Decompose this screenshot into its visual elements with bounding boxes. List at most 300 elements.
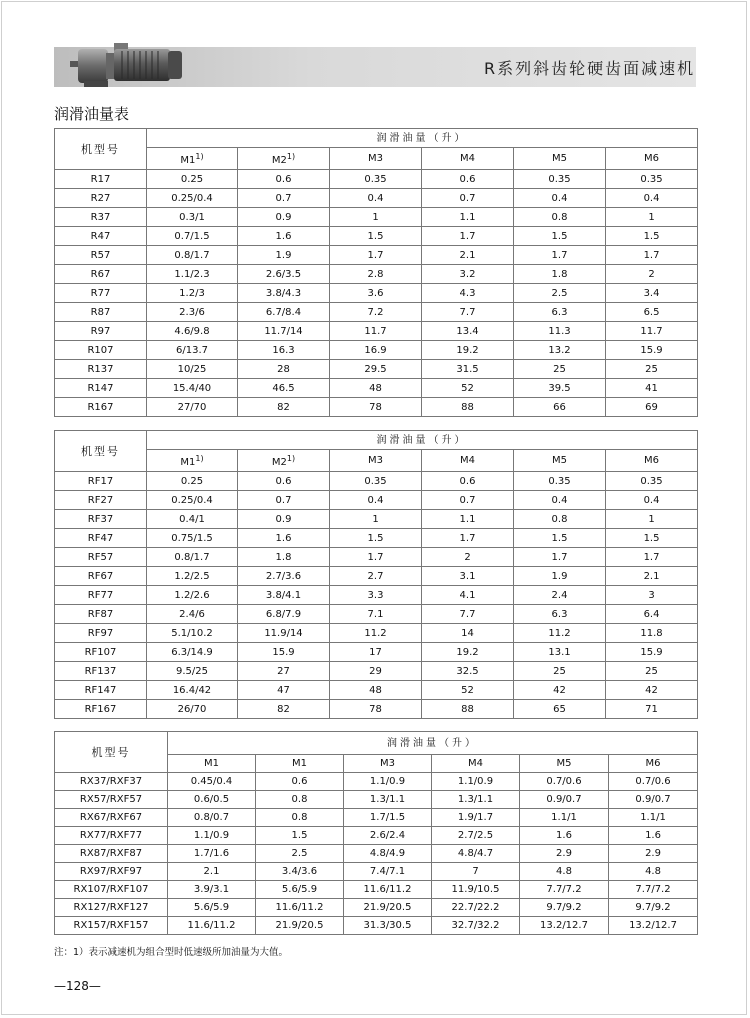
oil-volume-cell: 26/70: [147, 700, 238, 719]
model-cell: RX67/RXF67: [55, 809, 168, 827]
oil-volume-cell: 3.1: [422, 567, 514, 586]
oil-volume-cell: 0.4: [330, 189, 422, 208]
oil-volume-cell: 21.9/20.5: [256, 917, 344, 935]
column-label: M3: [368, 455, 383, 466]
oil-volume-cell: 6.3: [514, 605, 606, 624]
table-row: [55, 510, 698, 529]
oil-volume-cell: 2.3/6: [147, 303, 238, 322]
oil-volume-cell: 16.4/42: [147, 681, 238, 700]
oil-volume-cell: 0.7/0.6: [609, 773, 698, 791]
oil-volume-cell: 0.7/0.6: [520, 773, 609, 791]
oil-volume-cell: 0.25: [147, 170, 238, 189]
oil-volume-cell: 13.2/12.7: [609, 917, 698, 935]
table-row: [55, 827, 698, 845]
table-row: [55, 899, 698, 917]
oil-volume-cell: 2.6/3.5: [238, 265, 330, 284]
oil-volume-cell: 15.9: [606, 341, 698, 360]
model-cell: RF67: [55, 567, 147, 586]
oil-volume-cell: 1.5: [330, 227, 422, 246]
model-cell: RX57/RXF57: [55, 791, 168, 809]
oil-volume-cell: 0.4/1: [147, 510, 238, 529]
model-cell: R137: [55, 360, 147, 379]
oil-volume-cell: 28: [238, 360, 330, 379]
oil-volume-cell: 0.6: [422, 472, 514, 491]
oil-volume-cell: 0.3/1: [147, 208, 238, 227]
oil-volume-cell: 0.8: [256, 791, 344, 809]
oil-volume-cell: 32.7/32.2: [432, 917, 520, 935]
oil-volume-cell: 7.7: [422, 605, 514, 624]
oil-volume-cell: 11.9/14: [238, 624, 330, 643]
table-row: [55, 265, 698, 284]
oil-volume-cell: 4.3: [422, 284, 514, 303]
table-row: [55, 863, 698, 881]
oil-volume-header: 润滑油量（升）: [147, 431, 698, 450]
model-cell: RF167: [55, 700, 147, 719]
oil-volume-cell: 0.7: [238, 189, 330, 208]
lubrication-table-rx: [54, 731, 698, 935]
model-header: 机型号: [55, 732, 168, 773]
oil-volume-cell: 1.3/1.1: [344, 791, 432, 809]
footnote-marker: 1): [286, 152, 296, 161]
oil-volume-cell: 0.8/1.7: [147, 548, 238, 567]
table-row: [55, 529, 698, 548]
column-header: [422, 450, 514, 472]
oil-volume-cell: 41: [606, 379, 698, 398]
column-header: [238, 450, 330, 472]
footnote-marker: 1): [195, 152, 204, 161]
model-cell: R57: [55, 246, 147, 265]
oil-volume-cell: 13.4: [422, 322, 514, 341]
oil-volume-cell: 4.8/4.7: [432, 845, 520, 863]
table-row: [55, 227, 698, 246]
oil-volume-cell: 1.1/1: [520, 809, 609, 827]
table-row: [55, 341, 698, 360]
column-header: [514, 148, 606, 170]
table-row: [55, 809, 698, 827]
table-row: [55, 917, 698, 935]
oil-volume-cell: 9.5/25: [147, 662, 238, 681]
model-cell: RX107/RXF107: [55, 881, 168, 899]
oil-volume-cell: 11.6/11.2: [168, 917, 256, 935]
oil-volume-cell: 11.6/11.2: [344, 881, 432, 899]
oil-volume-cell: 6.3: [514, 303, 606, 322]
oil-volume-cell: 15.4/40: [147, 379, 238, 398]
oil-volume-cell: 2.8: [330, 265, 422, 284]
table-row: [55, 284, 698, 303]
column-label: M4: [460, 153, 475, 164]
oil-volume-cell: 0.6: [422, 170, 514, 189]
model-cell: RF27: [55, 491, 147, 510]
oil-volume-cell: 52: [422, 379, 514, 398]
model-header: 机型号: [55, 431, 147, 472]
oil-volume-cell: 48: [330, 681, 422, 700]
banner-title: R系列斜齿轮硬齿面减速机: [484, 59, 696, 78]
column-label: M1: [180, 155, 196, 166]
oil-volume-cell: 29: [330, 662, 422, 681]
model-cell: R77: [55, 284, 147, 303]
oil-volume-cell: 0.4: [330, 491, 422, 510]
oil-volume-cell: 2.9: [609, 845, 698, 863]
column-label: M2: [271, 155, 287, 166]
oil-volume-cell: 88: [422, 700, 514, 719]
oil-volume-cell: 0.7: [422, 189, 514, 208]
oil-volume-cell: 1.1/0.9: [344, 773, 432, 791]
model-cell: RF47: [55, 529, 147, 548]
oil-volume-cell: 78: [330, 700, 422, 719]
oil-volume-cell: 0.6: [238, 472, 330, 491]
table-row: [55, 208, 698, 227]
oil-volume-cell: 88: [422, 398, 514, 417]
oil-volume-cell: 3.9/3.1: [168, 881, 256, 899]
oil-volume-cell: 1.9/1.7: [432, 809, 520, 827]
oil-volume-cell: 16.9: [330, 341, 422, 360]
oil-volume-cell: 2.1: [422, 246, 514, 265]
oil-volume-cell: 6.3/14.9: [147, 643, 238, 662]
model-cell: RF77: [55, 586, 147, 605]
oil-volume-cell: 1.1/0.9: [168, 827, 256, 845]
footnote-marker: 1): [286, 454, 296, 463]
model-cell: RX87/RXF87: [55, 845, 168, 863]
model-cell: R87: [55, 303, 147, 322]
column-header: [520, 755, 609, 773]
oil-volume-cell: 27: [238, 662, 330, 681]
oil-volume-cell: 27/70: [147, 398, 238, 417]
section-title: 润滑油量表: [54, 105, 130, 123]
oil-volume-cell: 0.25: [147, 472, 238, 491]
oil-volume-cell: 1.5: [330, 529, 422, 548]
model-cell: RF87: [55, 605, 147, 624]
oil-volume-cell: 1.1: [422, 510, 514, 529]
oil-volume-cell: 4.6/9.8: [147, 322, 238, 341]
oil-volume-cell: 1.7: [422, 227, 514, 246]
oil-volume-cell: 0.6/0.5: [168, 791, 256, 809]
column-header: [606, 450, 698, 472]
oil-volume-cell: 1.8: [238, 548, 330, 567]
model-cell: RF107: [55, 643, 147, 662]
oil-volume-cell: 7.1: [330, 605, 422, 624]
oil-volume-cell: 0.9/0.7: [520, 791, 609, 809]
model-cell: R47: [55, 227, 147, 246]
oil-volume-cell: 3.2: [422, 265, 514, 284]
oil-volume-cell: 1.2/3: [147, 284, 238, 303]
oil-volume-cell: 48: [330, 379, 422, 398]
oil-volume-cell: 1.1/2.3: [147, 265, 238, 284]
oil-volume-cell: 1.1: [422, 208, 514, 227]
oil-volume-cell: 11.3: [514, 322, 606, 341]
oil-volume-cell: 0.8/0.7: [168, 809, 256, 827]
oil-volume-cell: 39.5: [514, 379, 606, 398]
oil-volume-cell: 2.4/6: [147, 605, 238, 624]
oil-volume-cell: 2.1: [168, 863, 256, 881]
model-cell: R27: [55, 189, 147, 208]
oil-volume-header: 润滑油量（升）: [168, 732, 698, 755]
oil-volume-cell: 3.4/3.6: [256, 863, 344, 881]
oil-volume-cell: 47: [238, 681, 330, 700]
model-cell: RF17: [55, 472, 147, 491]
oil-volume-cell: 1.5: [514, 227, 606, 246]
table-row: [55, 845, 698, 863]
column-header: [609, 755, 698, 773]
oil-volume-cell: 42: [606, 681, 698, 700]
oil-volume-cell: 5.1/10.2: [147, 624, 238, 643]
oil-volume-cell: 46.5: [238, 379, 330, 398]
oil-volume-cell: 4.8: [609, 863, 698, 881]
oil-volume-cell: 1: [606, 208, 698, 227]
oil-volume-cell: 1.5: [514, 529, 606, 548]
column-header: [330, 148, 422, 170]
oil-volume-cell: 0.35: [514, 472, 606, 491]
oil-volume-cell: 0.9: [238, 208, 330, 227]
column-header: [147, 148, 238, 170]
oil-volume-cell: 11.7: [330, 322, 422, 341]
oil-volume-cell: 0.4: [606, 189, 698, 208]
column-label: M1: [180, 457, 196, 468]
oil-volume-cell: 2.7/3.6: [238, 567, 330, 586]
table-row: [55, 472, 698, 491]
column-header: [238, 148, 330, 170]
oil-volume-cell: 0.8: [256, 809, 344, 827]
column-label: M6: [645, 758, 661, 769]
oil-volume-cell: 11.7/14: [238, 322, 330, 341]
column-label: M2: [271, 457, 287, 468]
oil-volume-cell: 6.4: [606, 605, 698, 624]
oil-volume-cell: 1.5: [606, 529, 698, 548]
oil-volume-cell: 0.35: [606, 170, 698, 189]
oil-volume-cell: 0.7/1.5: [147, 227, 238, 246]
oil-volume-cell: 19.2: [422, 341, 514, 360]
column-label: M3: [380, 758, 395, 769]
oil-volume-cell: 7.4/7.1: [344, 863, 432, 881]
oil-volume-cell: 19.2: [422, 643, 514, 662]
model-cell: RF57: [55, 548, 147, 567]
oil-volume-cell: 69: [606, 398, 698, 417]
oil-volume-cell: 21.9/20.5: [344, 899, 432, 917]
oil-volume-cell: 7: [432, 863, 520, 881]
oil-volume-cell: 71: [606, 700, 698, 719]
oil-volume-cell: 1.1/0.9: [432, 773, 520, 791]
model-cell: RF147: [55, 681, 147, 700]
oil-volume-cell: 22.7/22.2: [432, 899, 520, 917]
oil-volume-cell: 42: [514, 681, 606, 700]
oil-volume-cell: 0.9/0.7: [609, 791, 698, 809]
lubrication-table-rf: [54, 430, 698, 719]
oil-volume-cell: 25: [606, 360, 698, 379]
oil-volume-cell: 1: [330, 510, 422, 529]
oil-volume-cell: 2.7/2.5: [432, 827, 520, 845]
oil-volume-cell: 0.8: [514, 510, 606, 529]
model-cell: RF37: [55, 510, 147, 529]
column-label: M4: [468, 758, 483, 769]
column-label: M1: [292, 758, 307, 769]
oil-volume-cell: 13.1: [514, 643, 606, 662]
table-row: [55, 605, 698, 624]
oil-volume-cell: 25: [514, 662, 606, 681]
oil-volume-cell: 4.8: [520, 863, 609, 881]
table-row: [55, 303, 698, 322]
table-row: [55, 379, 698, 398]
oil-volume-cell: 0.9: [238, 510, 330, 529]
oil-volume-cell: 6.8/7.9: [238, 605, 330, 624]
oil-volume-cell: 29.5: [330, 360, 422, 379]
table-row: [55, 586, 698, 605]
oil-volume-cell: 11.9/10.5: [432, 881, 520, 899]
oil-volume-cell: 5.6/5.9: [256, 881, 344, 899]
model-cell: R37: [55, 208, 147, 227]
table-row: [55, 360, 698, 379]
oil-volume-cell: 3.6: [330, 284, 422, 303]
oil-volume-cell: 1.1/1: [609, 809, 698, 827]
oil-volume-cell: 9.7/9.2: [520, 899, 609, 917]
column-label: M1: [204, 758, 219, 769]
model-cell: RF137: [55, 662, 147, 681]
oil-volume-cell: 32.5: [422, 662, 514, 681]
table-row: [55, 773, 698, 791]
oil-volume-cell: 2.1: [606, 567, 698, 586]
oil-volume-cell: 1.5: [606, 227, 698, 246]
oil-volume-cell: 1: [606, 510, 698, 529]
model-cell: R147: [55, 379, 147, 398]
oil-volume-cell: 11.2: [330, 624, 422, 643]
oil-volume-cell: 6/13.7: [147, 341, 238, 360]
column-header: [422, 148, 514, 170]
model-cell: RX97/RXF97: [55, 863, 168, 881]
oil-volume-cell: 14: [422, 624, 514, 643]
oil-volume-cell: 0.25/0.4: [147, 491, 238, 510]
oil-volume-cell: 0.35: [330, 472, 422, 491]
oil-volume-cell: 17: [330, 643, 422, 662]
table-row: [55, 567, 698, 586]
oil-volume-cell: 0.25/0.4: [147, 189, 238, 208]
table-row: [55, 491, 698, 510]
oil-volume-cell: 0.4: [606, 491, 698, 510]
footnote: 注：1）表示减速机为组合型时低速级所加油量为大值。: [54, 947, 289, 958]
oil-volume-cell: 1.7: [330, 246, 422, 265]
oil-volume-cell: 4.1: [422, 586, 514, 605]
model-cell: RX157/RXF157: [55, 917, 168, 935]
column-header: [432, 755, 520, 773]
column-header: [256, 755, 344, 773]
oil-volume-cell: 7.7/7.2: [609, 881, 698, 899]
lubrication-table-r: [54, 128, 698, 417]
oil-volume-cell: 1.7: [606, 548, 698, 567]
oil-volume-cell: 0.45/0.4: [168, 773, 256, 791]
oil-volume-cell: 1.6: [609, 827, 698, 845]
oil-volume-cell: 1: [330, 208, 422, 227]
oil-volume-cell: 3: [606, 586, 698, 605]
column-header: [147, 450, 238, 472]
column-label: M4: [460, 455, 475, 466]
column-header: [330, 450, 422, 472]
table-row: [55, 881, 698, 899]
table-row: [55, 398, 698, 417]
oil-volume-cell: 0.6: [256, 773, 344, 791]
column-label: M3: [368, 153, 383, 164]
oil-volume-cell: 7.7/7.2: [520, 881, 609, 899]
oil-volume-cell: 7.2: [330, 303, 422, 322]
oil-volume-cell: 1.7: [514, 548, 606, 567]
table-row: [55, 624, 698, 643]
table-row: [55, 643, 698, 662]
model-cell: R167: [55, 398, 147, 417]
oil-volume-cell: 2.7: [330, 567, 422, 586]
oil-volume-cell: 2: [606, 265, 698, 284]
table-row: [55, 189, 698, 208]
table-row: [55, 662, 698, 681]
oil-volume-cell: 11.2: [514, 624, 606, 643]
oil-volume-cell: 0.4: [514, 189, 606, 208]
column-header: [344, 755, 432, 773]
table-row: [55, 246, 698, 265]
oil-volume-cell: 2.5: [256, 845, 344, 863]
oil-volume-cell: 1.7: [606, 246, 698, 265]
model-cell: R107: [55, 341, 147, 360]
column-label: M5: [556, 758, 572, 769]
oil-volume-cell: 82: [238, 700, 330, 719]
oil-volume-cell: 1.6: [238, 529, 330, 548]
oil-volume-cell: 1.9: [514, 567, 606, 586]
oil-volume-cell: 15.9: [238, 643, 330, 662]
oil-volume-cell: 1.5: [256, 827, 344, 845]
oil-volume-cell: 3.8/4.1: [238, 586, 330, 605]
oil-volume-cell: 0.35: [606, 472, 698, 491]
oil-volume-cell: 2: [422, 548, 514, 567]
model-cell: R67: [55, 265, 147, 284]
oil-volume-cell: 3.3: [330, 586, 422, 605]
oil-volume-cell: 1.8: [514, 265, 606, 284]
oil-volume-cell: 31.3/30.5: [344, 917, 432, 935]
oil-volume-cell: 0.35: [514, 170, 606, 189]
column-label: M5: [552, 153, 567, 164]
column-header: [168, 755, 256, 773]
oil-volume-cell: 15.9: [606, 643, 698, 662]
oil-volume-cell: 5.6/5.9: [168, 899, 256, 917]
oil-volume-header: 润滑油量（升）: [147, 129, 698, 148]
oil-volume-cell: 1.9: [238, 246, 330, 265]
oil-volume-cell: 13.2/12.7: [520, 917, 609, 935]
column-label: M5: [552, 455, 567, 466]
column-label: M6: [644, 455, 660, 466]
table-row: [55, 322, 698, 341]
oil-volume-cell: 25: [514, 360, 606, 379]
oil-volume-cell: 11.8: [606, 624, 698, 643]
oil-volume-cell: 2.9: [520, 845, 609, 863]
table-row: [55, 170, 698, 189]
model-header: 机型号: [55, 129, 147, 170]
gear-motor-illustration: [70, 35, 220, 95]
oil-volume-cell: 0.8/1.7: [147, 246, 238, 265]
oil-volume-cell: 31.5: [422, 360, 514, 379]
oil-volume-cell: 1.3/1.1: [432, 791, 520, 809]
oil-volume-cell: 2.5: [514, 284, 606, 303]
oil-volume-cell: 0.35: [330, 170, 422, 189]
oil-volume-cell: 1.7: [422, 529, 514, 548]
table-row: [55, 681, 698, 700]
oil-volume-cell: 3.8/4.3: [238, 284, 330, 303]
model-cell: RF97: [55, 624, 147, 643]
oil-volume-cell: 1.6: [520, 827, 609, 845]
oil-volume-cell: 82: [238, 398, 330, 417]
model-cell: RX37/RXF37: [55, 773, 168, 791]
oil-volume-cell: 6.7/8.4: [238, 303, 330, 322]
oil-volume-cell: 6.5: [606, 303, 698, 322]
column-header: [606, 148, 698, 170]
oil-volume-cell: 1.6: [238, 227, 330, 246]
oil-volume-cell: 1.2/2.5: [147, 567, 238, 586]
model-cell: R17: [55, 170, 147, 189]
oil-volume-cell: 1.2/2.6: [147, 586, 238, 605]
oil-volume-cell: 16.3: [238, 341, 330, 360]
oil-volume-cell: 25: [606, 662, 698, 681]
